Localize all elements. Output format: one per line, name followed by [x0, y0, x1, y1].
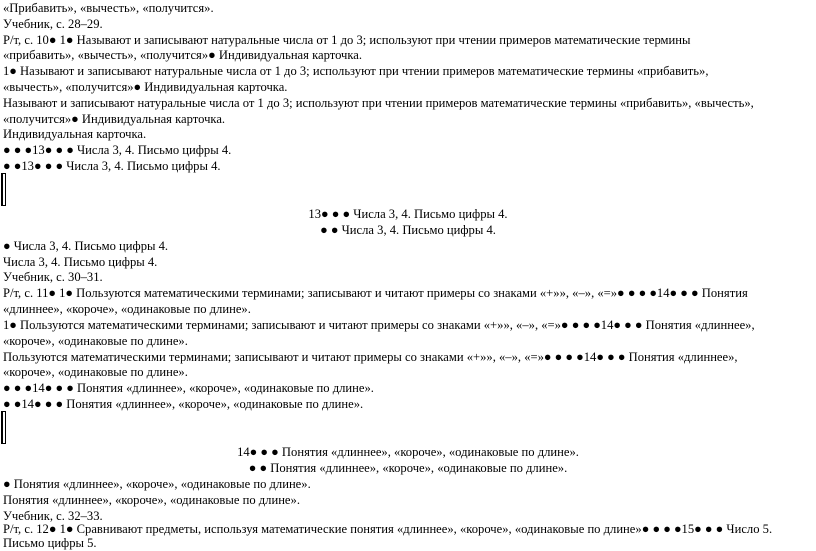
- text-line: Р/т, с. 12● 1● Сравнивают предметы, используя математические понятия «длиннее», «короче», «одинаковые по длине»● ● ● ●15● ● ● Число 5.: [3, 522, 773, 536]
- text-line: 1● Пользуются математическими терминами; записывают и читают примеры со знаками «+»», «–», «=»● ● ● ●14● ● ● Понятия «длиннее»,: [3, 318, 755, 332]
- text-line: «прибавить», «вычесть», «получится»● Индивидуальная карточка.: [3, 48, 363, 62]
- text-line: Числа 3, 4. Письмо цифры 4.: [3, 255, 158, 269]
- text-line: ● Понятия «длиннее», «короче», «одинаковые по длине».: [3, 477, 311, 491]
- text-line: ● ● ●13● ● ● Числа 3, 4. Письмо цифры 4.: [3, 143, 232, 157]
- text-line: Учебник, с. 32–33.: [3, 509, 103, 523]
- text-line: ● Числа 3, 4. Письмо цифры 4.: [3, 239, 169, 253]
- text-line: 1● Называют и записывают натуральные числа от 1 до 3; используют при чтении примеров математические термины «прибавить»,: [3, 64, 709, 78]
- text-line: ● ●14● ● ● Понятия «длиннее», «короче», «одинаковые по длине».: [3, 397, 364, 411]
- text-line: ● ●13● ● ● Числа 3, 4. Письмо цифры 4.: [3, 159, 221, 173]
- text-line: «длиннее», «короче», «одинаковые по длине».: [3, 302, 251, 316]
- text-line: «короче», «одинаковые по длине».: [3, 365, 188, 379]
- text-line: ● ● Числа 3, 4. Письмо цифры 4.: [320, 223, 496, 237]
- text-line: Учебник, с. 28–29.: [3, 17, 103, 31]
- text-line: Письмо цифры 5.: [3, 536, 97, 550]
- text-line: ● ● Понятия «длиннее», «короче», «одинаковые по длине».: [248, 461, 568, 475]
- text-line: Р/т, с. 10● 1● Называют и записывают натуральные числа от 1 до 3; используют при чтении примеров математические термины: [3, 33, 691, 47]
- text-line: Понятия «длиннее», «короче», «одинаковые по длине».: [3, 493, 300, 507]
- text-line: «Прибавить», «вычесть», «получится».: [3, 1, 214, 15]
- text-line: Учебник, с. 30–31.: [3, 270, 103, 284]
- text-line: ● ● ●14● ● ● Понятия «длиннее», «короче», «одинаковые по длине».: [3, 381, 374, 395]
- text-line: «вычесть», «получится»● Индивидуальная карточка.: [3, 80, 288, 94]
- text-line: Р/т, с. 11● 1● Пользуются математическими терминами; записывают и читают примеры со знаками «+»», «–», «=»● ● ● ●14● ● ● Понятия: [3, 286, 748, 300]
- text-line: Пользуются математическими терминами; записывают и читают примеры со знаками «+»», «–», «=»● ● ● ●14● ● ● Понятия «длиннее»,: [3, 350, 738, 364]
- text-line: 14● ● ● Понятия «длиннее», «короче», «одинаковые по длине».: [237, 445, 579, 459]
- text-line: 13● ● ● Числа 3, 4. Письмо цифры 4.: [308, 207, 508, 221]
- text-line: Индивидуальная карточка.: [3, 127, 147, 141]
- text-line: «получится»● Индивидуальная карточка.: [3, 112, 226, 126]
- bracket-mark: [2, 173, 8, 206]
- bracket-mark: [2, 411, 8, 444]
- text-line: Называют и записывают натуральные числа от 1 до 3; используют при чтении примеров математические термины «прибавить», «вычесть»,: [3, 96, 754, 110]
- text-line: «короче», «одинаковые по длине».: [3, 334, 188, 348]
